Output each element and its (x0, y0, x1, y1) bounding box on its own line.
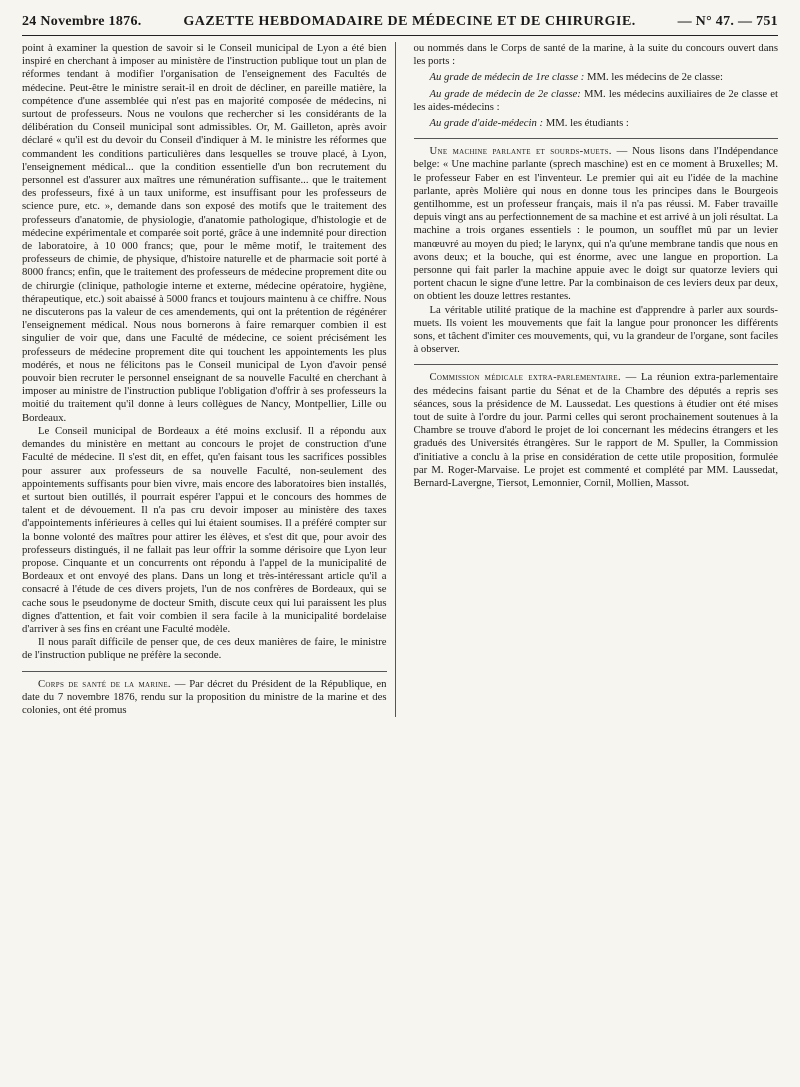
speaking-machine-text-2: La véritable utilité pratique de la machine est d'apprendre à parler aux sourds-muets. Ils voient les mouvements que fait la langue pour prononcer les différents sons, et tâchent d'imiter ces mouvements, qui, vu la grandeur de l'organe, sont faciles à observer. (413, 303, 778, 356)
grade-first-class-text: MM. les médecins de 2e classe: (587, 71, 723, 84)
grade-second-class (414, 88, 779, 114)
speaking-machine-item (414, 145, 779, 303)
grade-first-class-title: Au grade de médecin de 1re classe : (429, 71, 585, 84)
grade-aide-medecin (414, 117, 779, 130)
medical-commission-text: — La réunion extra-parlementaire des médecins faisant partie du Sénat et de la Chambre des députés a repris ses séances, sous la présidence de M. Laussedat. Les questions à étudier ont été mises tout de suite à l'ordre du jour. Parmi celles qui seront prochainement soutenues à la Chambre se trouve d'abord le projet de loi concernant les médecins étrangers et les gradués des Universités étrangères. Sur le rapport de M. Spuller, la Commission d'initiative a conclu à la prise en considération de cette utile proposition, formulée par M. Roger-Marvaise. Le projet est commenté et complété par MM. Laussedat, Bernard-Lavergne, Tiersot, Lemonnier, Cornil, Mollien, Massot. (413, 371, 778, 490)
left-column (22, 42, 396, 717)
conclusion-paragraph: Il nous paraît difficile de penser que, de ces deux manières de faire, le ministre de l'instruction publique ne préfère la seconde. (22, 636, 387, 662)
section-divider (414, 364, 779, 365)
text-columns (22, 42, 778, 717)
masthead (22, 14, 778, 36)
navy-health-corps-title: Corps de santé de la marine. (38, 677, 171, 690)
grade-second-class-title: Au grade de médecin de 2e classe: (429, 87, 581, 100)
right-column (414, 42, 779, 717)
medical-commission-title: Commission médicale extra-parlementaire. (429, 371, 621, 384)
navy-health-corps-text: — Par décret du Président de la République, en date du 7 novembre 1876, rendu sur la proposition du ministre de la marine et des colonies, ont été promus (22, 677, 387, 716)
section-divider (414, 138, 779, 139)
bordeaux-council-paragraph: Le Conseil municipal de Bordeaux a été moins exclusif. Il a répondu aux demandes du ministère en mettant au concours le projet de construction d'une Faculté de médecine. Il s'est dit, en effet, qu'en faisant tous les sacrifices possibles pour assurer aux professeurs de sa nouvelle Faculté, non-seulement des appointements suffisants pour bien vivre, mais encore des laboratoires bien installés, et surtout bien outillés, il pourrait espérer l'appui et le concours des hommes de talent et de dévouement. Il n'a pas cru devoir imposer au ministère des taxes d'appointements inférieures à celles qui lui étaient soumises. Il a préféré compter sur la bonne volonté des maîtres pour attirer les élèves, et s'est dit que, pour avoir des professeurs distingués, il ne fallait pas leur offrir la somme dérisoire que Lyon leur propose. Cinquante et un concurrents ont répondu à l'appel de la municipalité de Bordeaux et ont envoyé des plans. Dans un long et très-intéressant article qu'il a consacré à l'étude de ces divers projets, l'un de nos confrères de Bordeaux, qui se cache sous le pseudonyme de docteur Smith, discute ceux qui lui paraissent les plus dignes d'attention, et fait voir combien il sera facile à la municipalité bordelaise d'arriver à ses fins en créant une Faculté modèle. (22, 424, 387, 635)
grade-first-class (414, 71, 779, 84)
speaking-machine-text: — Nous lisons dans l'Indépendance belge: « Une machine parlante (sprech maschine) est en ce moment à Bruxelles; M. le professeur Faber en est l'inventeur. Le premier qui ait eu l'idée de la machine parlante, après Molière qui nous en donne tous les principes dans le Bourgeois gentilhomme, est un professeur français, mais il n'a pas réussi. M. Faber travaille depuis vingt ans au perfectionnement de sa machine et est arrivé à un joli résultat. La machine a trois organes essentiels : le poumon, un soufflet mû par un levier manœuvré au moyen du pied; le larynx, qui n'a qu'une membrane tandis que nous en avons deux; et la bouche, qui est énorme, avec une langue en proportion. La personne qui fait parler la machine appuie avec le doigt sur quatorze leviers qui portent chacun le signe d'une lettre. Par la combinaison de ces leviers deux par deux, on obtient les douze lettres restantes. (413, 145, 779, 303)
promotion-intro: ou nommés dans le Corps de santé de la marine, à la suite du concours ouvert dans les ports : (413, 42, 778, 68)
journal-title: GAZETTE HEBDOMADAIRE DE MÉDECINE ET DE CHIRURGIE. (183, 14, 636, 29)
grade-aide-medecin-text: MM. les étudiants : (545, 117, 629, 130)
lyon-council-paragraph: point à examiner la question de savoir si le Conseil municipal de Lyon a été bien inspiré en cherchant à imposer au ministère de l'instruction publique tout un plan de réformes tendant à modifier l'organisation de l'enseignement des Facultés de médecine. Peut-être le ministre serait-il en droit de décliner, en pareille matière, la compétence d'une assemblée qui n'est pas en majorité composée de médecins, ni surtout de professeurs. Nous ne voulons que rechercher si les considérants de la délibération du Conseil municipal sont admissibles. Or, M. Gailleton, après avoir déclaré « qu'il est du devoir du Conseil d'indiquer à M. le ministre les réformes que commandent les conditions particulières dans lesquelles se trouve placé, à Lyon, l'enseignement médical... que la condition essentielle d'un bon recrutement du personnel est d'assurer aux maîtres une rémunération suffisante... que le traitement des professeurs, fixé à un taux uniforme, est insuffisant pour les professeurs de science pure, etc. », demande dans son exposé des motifs que le traitement des professeurs d'anatomie, de physiologie, d'anatomie pathologique, d'histologie et de médecine expérimentale et comparée soit porté, grâce à une indemnité pour direction de laboratoire, à 10 000 francs; que, pour le même motif, le traitement des professeurs de chimie, de physique, d'histoire naturelle et de pharmacie soit porté à 8000 francs; enfin, que le traitement des professeurs de médecine proprement dite ou de chirurgie (clinique, pathologie interne et externe, médecine opératoire, hygiène, thérapeutique, etc.) soit abaissé à 5000 francs et toujours maintenu à ce chiffre. Nous ne discuterons pas la valeur de ces amendements, qui ont la prétention de régénérer l'enseignement médical. Nous nous bornerons à faire remarquer combien il est singulier de voir que, dans une Faculté de médecine, ce soient précisément les professeurs de médecine proprement dite qui touchent les appointements les plus modérés, et nous ne félicitons pas le Conseil municipal de Lyon d'avoir pensé pouvoir bien recruter le personnel enseignant de sa nouvelle Faculté en cherchant à imposer au ministre de l'instruction publique l'obligation d'offrir à ses professeurs la moitié du traitement qu'il donne à leurs collègues de Nancy, Montpellier, Lille ou Bordeaux. (22, 42, 387, 424)
grade-aide-medecin-title: Au grade d'aide-médecin : (429, 117, 544, 130)
medical-commission-item (414, 371, 779, 490)
grade-second-class-text: MM. les médecins auxiliaires de 2e classe et les aides-médecins : (413, 87, 778, 113)
speaking-machine-title: Une machine parlante et sourds-muets. (429, 145, 612, 158)
navy-health-corps-item (22, 678, 387, 718)
issue-date: 24 Novembre 1876. (22, 14, 142, 29)
issue-page-number: — N° 47. — 751 (677, 14, 778, 29)
section-divider (22, 671, 387, 672)
